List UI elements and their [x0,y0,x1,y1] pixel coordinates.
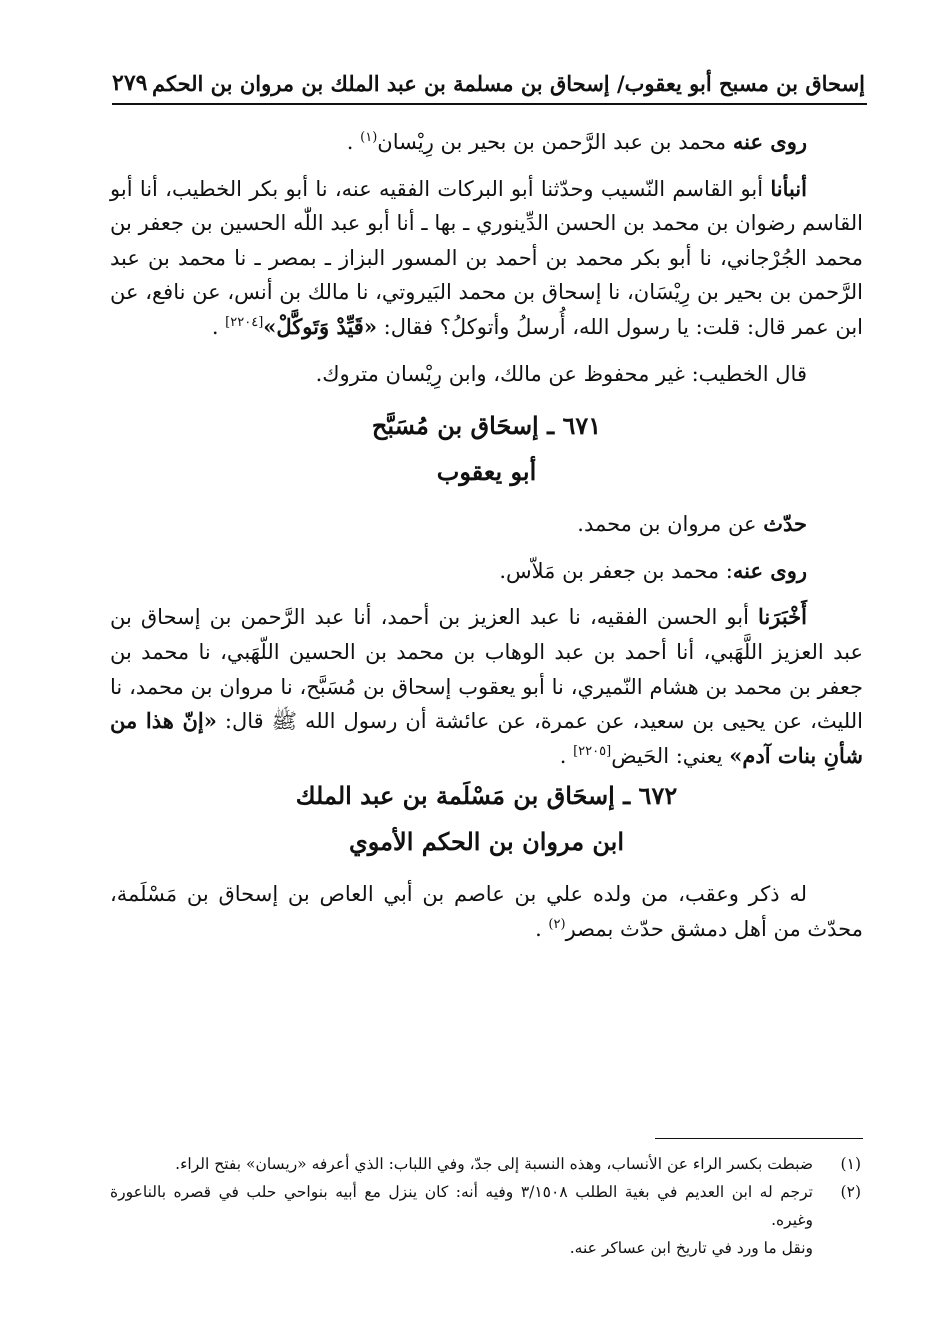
footnote-marker-1: (١) [360,130,378,145]
spacer [110,391,863,403]
footnote-2-continuation: ونقل ما ورد في تاريخ ابن عساكر عنه. [569,1239,813,1257]
khatib-note: قال الخطيب: غير محفوظ عن مالك، وابن رِيْسان متروك. [315,361,807,386]
riwaya-text-671: : محمد بن جعفر بن مَلاّس. [499,558,733,583]
isnad-end-671: . [559,743,574,768]
footnotes [110,1150,861,1262]
hadath-line [110,507,863,542]
isnad-paragraph [110,172,863,345]
running-title: إسحاق بن مسبح أبو يعقوب/ إسحاق بن مسلمة بن عبد الملك بن مروان بن الحكم [152,70,865,96]
riwaya-line-671 [110,554,863,589]
footnote-1 [110,1150,861,1178]
page-header [112,66,865,100]
riwaya-keyword: روى عنه [732,129,807,154]
hadath-text: عن مروان بن محمد. [577,512,764,537]
riwaya-text: محمد بن عبد الرَّحمن بن بحير بن رِيْسان [377,130,733,154]
spacer [110,542,863,554]
riwaya-keyword-671: روى عنه [732,557,807,583]
isnad-text-671: أبو الحسن الفقيه، نا عبد العزيز بن أحمد، أنا عبد الرَّحمن بن إسحاق بن عبد العزيز اللَّهَبي، أنا أحمد بن عبد الوهاب بن محمد بن الحسين اللّهَبي، نا محمد بن جعفر بن محمد بن هشام النّميري، نا أبو يعقوب إسحاق بن مُسَبَّح، نا مروان بن محمد، نا الليث، عن يحيى بن سعيد، عن عمرة، عن عائشة أن رسول الله ﷺ قال: [110,605,863,734]
spacer [110,345,863,357]
footnote-1-text: ضبطت بكسر الراء عن الأنساب، وهذه النسبة إلى جدّ، وفي اللباب: الذي أعرفه «ريسان» بفتح الراء. [175,1155,813,1173]
main-text [110,125,863,947]
header-rule [112,103,867,105]
footnote-2 [110,1178,861,1234]
isnad-keyword: أنبأنا [770,175,807,201]
hadath-keyword: حدّث [763,511,807,537]
footnote-marker-2: (٢) [548,916,566,932]
spacer [110,865,863,877]
spacer [110,495,863,507]
entry-671-title: ٦٧١ ـ إسحَاق بن مُسَبَّح [371,411,602,441]
entry-672-subtitle: ابن مروان بن الحكم الأموي [348,827,625,857]
entry-672-title: ٦٧٢ ـ إسحَاق بن مَسْلَمة بن عبد الملك [295,781,678,811]
entry-671-subtitle: أبو يعقوب [436,457,537,487]
isnad-text: أبو القاسم النّسيب وحدّثنا أبو البركات الفقيه عنه، نا أبو بكر الخطيب، أنا أبو القاسم رضوان بن محمد بن الحسن الدِّينوري ـ بها ـ أنا أبو عبد اللّٰه الحسين بن جعفر بن محمد الجُرْجاني، نا أبو بكر محمد بن أحمد بن المسور البزاز ـ بمصر ـ نا محمد بن عبد الرَّحمن بن بحير بن رِيْسَان، نا إسحاق بن محمد البَيروتي، نا مالك بن أنس، عن نافع، عن ابن عمر قال: قلت: يا رسول الله، أُرسلُ وأتوكلُ؟ فقال: [110,176,863,339]
riwaya-end: . [346,130,361,154]
riwaya-line [110,125,863,160]
isnad-after-671: يعني: الحَيض [611,743,730,768]
footnote-rule [655,1138,863,1139]
entry-672-body: له ذكر وعقب، من ولده علي بن عاصم بن أبي العاص بن إسحاق بن مَسْلَمة، محدّث من أهل دمشق حدّث بمصر [110,882,863,941]
footnote-2-text: ترجم له ابن العديم في بغية الطلب ٣/١٥٠٨ وفيه أنه: كان ينزل مع أبيه بنواحي حلب في قصره بالناعورة وغيره. [110,1183,813,1229]
hadith-number: [٢٢٠٤] [225,314,264,330]
footnote-2-number: (٢) [840,1183,861,1201]
hadith-number-671: [٢٢٠٥] [573,743,612,759]
isnad-paragraph-671 [110,600,863,773]
footnote-1-number: (١) [840,1155,861,1173]
page-number: ٢٧٩ [112,70,148,96]
spacer [110,588,863,600]
hadith-quote-671: «إنّ هذا من شأنِ بنات آدم» [110,708,863,768]
isnad-keyword-671: أَخْبَرَنا [758,604,807,630]
spacer [110,160,863,172]
hadith-quote: «قَيِّدْ وَتَوكَّلْ» [263,313,377,339]
entry-672-end: . [535,916,549,941]
isnad-end: . [211,314,226,339]
entry-672-text [110,877,863,946]
